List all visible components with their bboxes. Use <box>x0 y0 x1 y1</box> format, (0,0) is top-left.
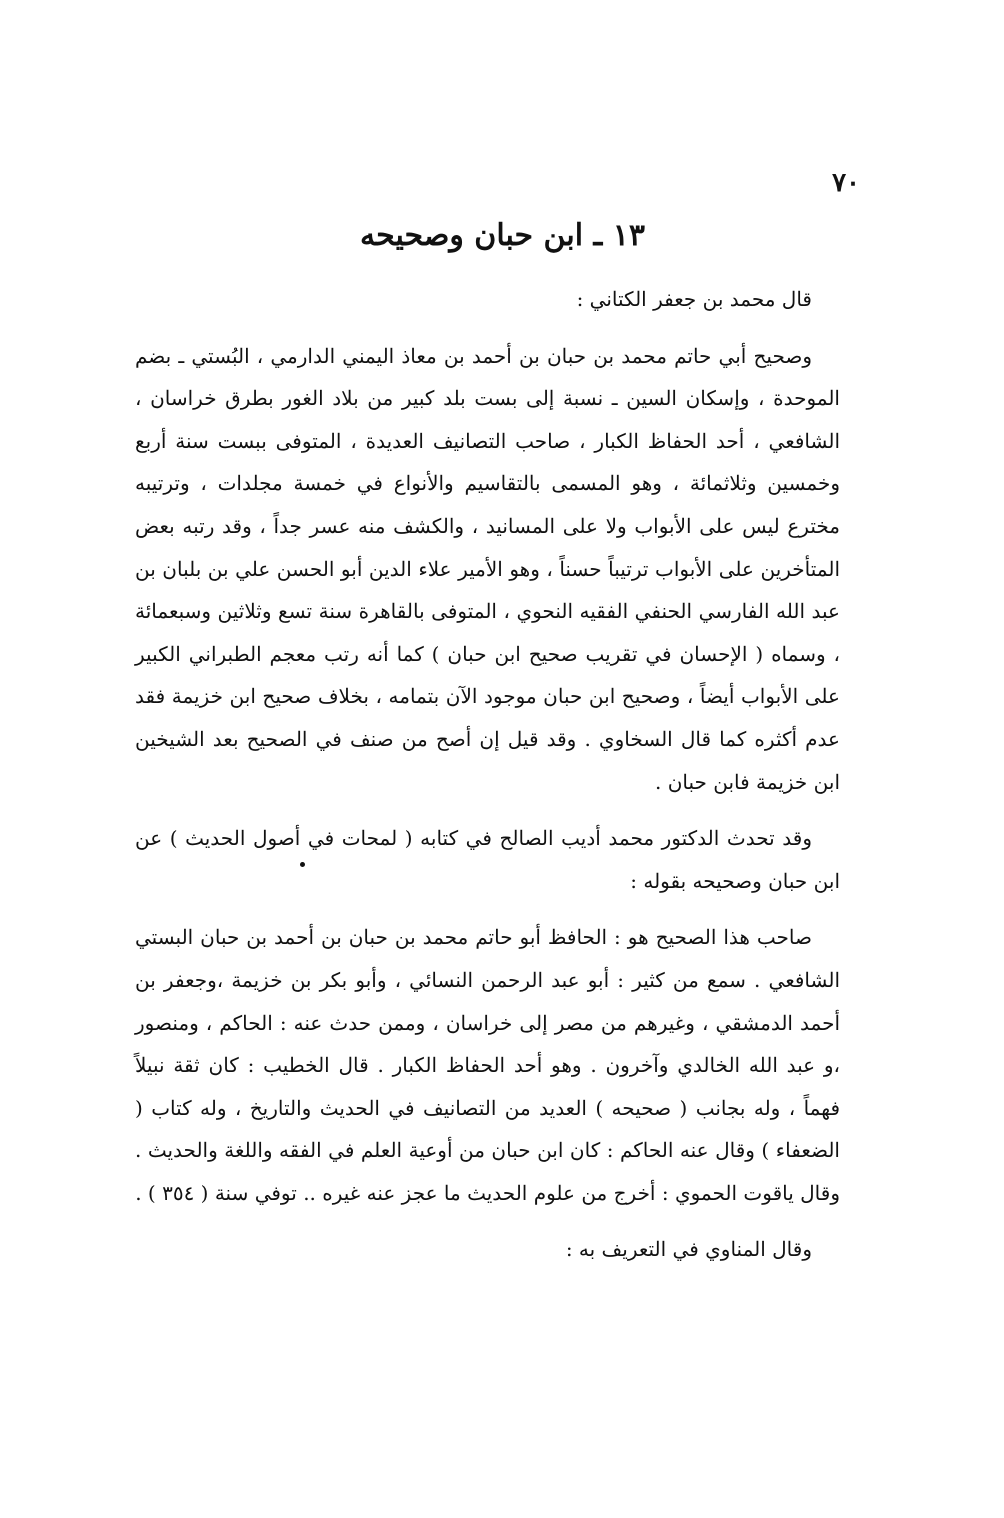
paragraph-saleh-intro: وقد تحدث الدكتور محمد أديب الصالح في كتابه ( لمحات في أصول الحديث ) عن ابن حبان وصحيحه بقوله : <box>135 826 840 893</box>
paragraph-kattani-quote: وصحيح أبي حاتم محمد بن حبان بن أحمد بن معاذ اليمني الدارمي ، البُستي ـ بضم الموحدة ، وإسكان السين ـ نسبة إلى بست بلد كبير من بلاد الغور بطرق خراسان ، الشافعي ، أحد الحفاظ الكبار ، صاحب التصانيف العديدة ، المتوفى ببست سنة أربع وخمسين وثلاثمائة ، وهو المسمى بالتقاسيم والأنواع في خمسة مجلدات ، وترتيبه مخترع ليس على الأبواب ولا على المسانيد ، والكشف منه عسر جداً ، وقد رتبه بعض المتأخرين على الأبواب ترتيباً حسناً ، وهو الأمير علاء الدين أبو الحسن علي بن بلبان بن عبد الله الفارسي الحنفي الفقيه النحوي ، المتوفى بالقاهرة سنة تسع وثلاثين وسبعمائة ، وسماه ( الإحسان في تقريب صحيح ابن حبان ) كما أنه رتب معجم الطبراني الكبير على الأبواب أيضاً ، وصحيح ابن حبان موجود الآن بتمامه ، بخلاف صحيح ابن خزيمة فقد عدم أكثره كما قال السخاوي . وقد قيل إن أصح من صنف في الصحيح بعد الشيخين ابن خزيمة فابن حبان . <box>135 343 840 794</box>
paragraph-saleh-quote: صاحب هذا الصحيح هو : الحافظ أبو حاتم محمد بن حبان بن أحمد بن حبان البستي الشافعي . سمع من كثير : أبو عبد الرحمن النسائي ، وأبو بكر بن خزيمة ،وجعفر بن أحمد الدمشقي ، وغيرهم من مصر إلى خراسان ، وممن حدث عنه : الحاكم ، ومنصور ،و عبد الله الخالدي وآخرون . وهو أحد الحفاظ الكبار . قال الخطيب : كان ثقة نبيلاً فهماً ، وله بجانب ( صحيحه ) العديد من التصانيف في الحديث والتاريخ ، وله كتاب ( الضعفاء ) وقال عنه الحاكم : كان ابن حبان من أوعية العلم في الفقه واللغة والحديث . وقال ياقوت الحموي : أخرج من علوم الحديث ما عجز عنه غيره .. توفي سنة ( ٣٥٤ ) . <box>135 925 840 1205</box>
page-number: ٧٠ <box>832 168 860 198</box>
paragraph-munawi-intro: وقال المناوي في التعريف به : <box>565 1237 812 1262</box>
ink-dot <box>300 862 305 867</box>
body-text <box>135 278 840 1285</box>
chapter-title: ١٣ ـ ابن حبان وصحيحه <box>360 218 645 253</box>
paragraph-intro: قال محمد بن جعفر الكتاني : <box>576 287 812 311</box>
